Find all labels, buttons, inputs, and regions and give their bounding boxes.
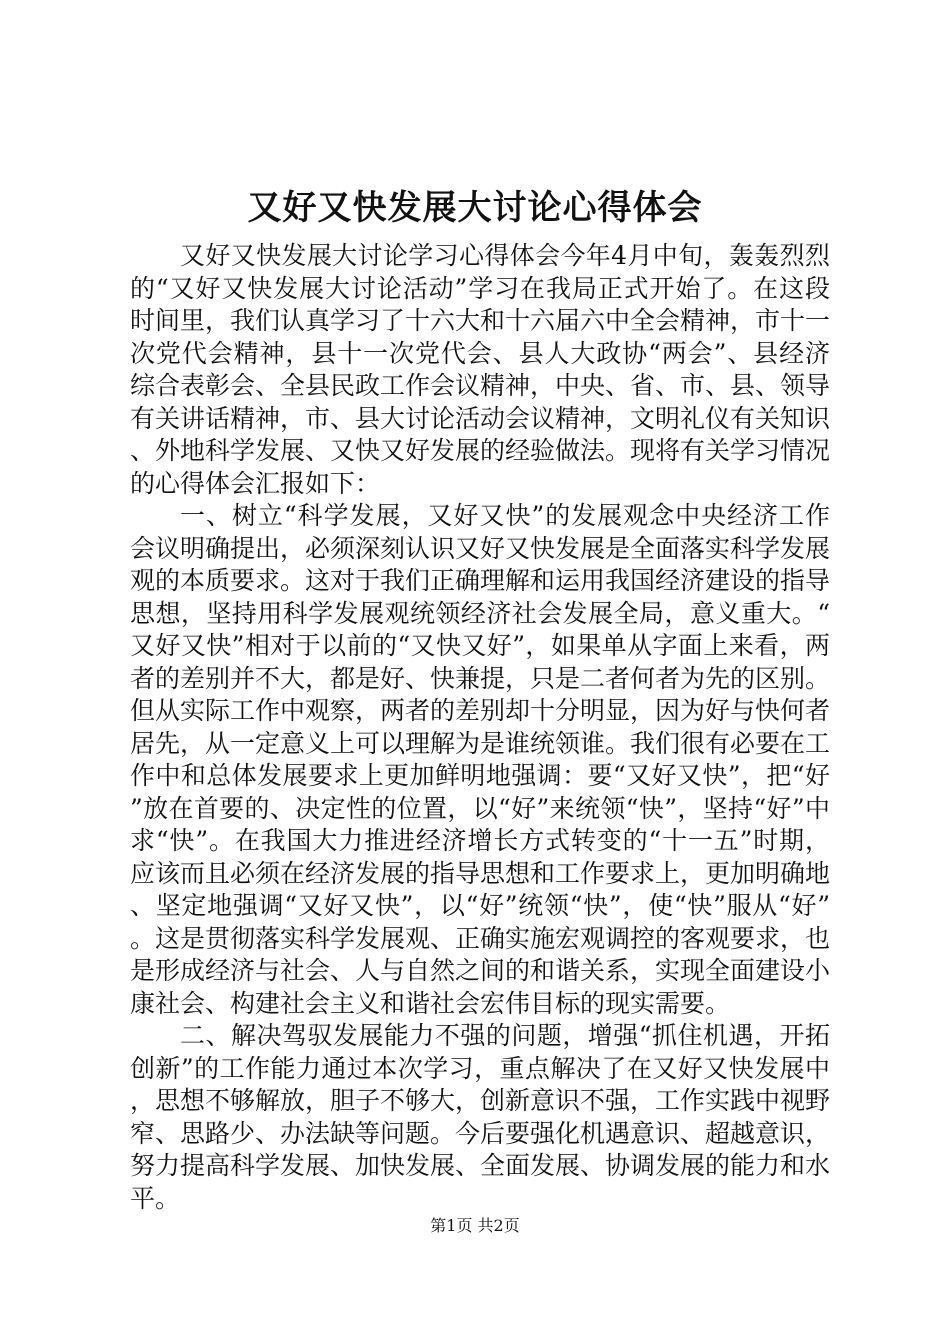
body-paragraph: 一、树立“科学发展，又好又快”的发展观念中央经济工作会议明确提出，必须深刻认识又好又快发展是全面落实科学发展观的本质要求。这对于我们正确理解和运用我国经济建设的指导思想，坚持用科学发展观统领经济社会发展全局，意义重大。“又好又快”相对于以前的“又快又好”，如果单从字面上来看，两者的差别并不大，都是好、快兼提，只是二者何者为先的区别。但从实际工作中观察，两者的差别却十分明显，因为好与快何者居先，从一定意义上可以理解为是谁统领谁。我们很有必要在工作中和总体发展要求上更加鲜明地强调：要“又好又快”，把“好”放在首要的、决定性的位置，以“好”来统领“快”，坚持“好”中求“快”。在我国大力推进经济增长方式转变的“十一五”时期，应该而且必须在经济发展的指导思想和工作要求上，更加明确地、坚定地强调“又好又快”，以“好”统领“快”，使“快”服从“好”。这是贯彻落实科学发展观、正确实施宏观调控的客观要求，也是形成经济与社会、人与自然之间的和谐关系，实现全面建设小康社会、构建社会主义和谐社会宏伟目标的现实需要。 — [130, 501, 831, 1018]
body-paragraph: 又好又快发展大讨论学习心得体会今年4月中旬，轰轰烈烈的“又好又快发展大讨论活动”学习在我局正式开始了。在这段时间里，我们认真学习了十六大和十六届六中全会精神，市十一次党代会精神，县十一次党代会、县人大政协“两会”、县经济综合表彰会、全县民政工作会议精神，中央、省、市、县、领导有关讲话精神，市、县大讨论活动会议精神，文明礼仪有关知识、外地科学发展、又快又好发展的经验做法。现将有关学习情况的心得体会汇报如下： — [130, 241, 831, 498]
document-body — [130, 240, 830, 1215]
page-number-footer: 第1页 共2页 — [430, 1216, 520, 1235]
document-title: 又好又快发展大讨论心得体会 — [247, 188, 703, 228]
body-paragraph: 二、解决驾驭发展能力不强的问题，增强“抓住机遇，开拓创新”的工作能力通过本次学习，重点解决了在又好又快发展中，思想不够解放，胆子不够大，创新意识不强，工作实践中视野窄、思路少、办法缺等问题。今后要强化机遇意识、超越意识，努力提高科学发展、加快发展、全面发展、协调发展的能力和水平。 — [130, 1021, 831, 1213]
